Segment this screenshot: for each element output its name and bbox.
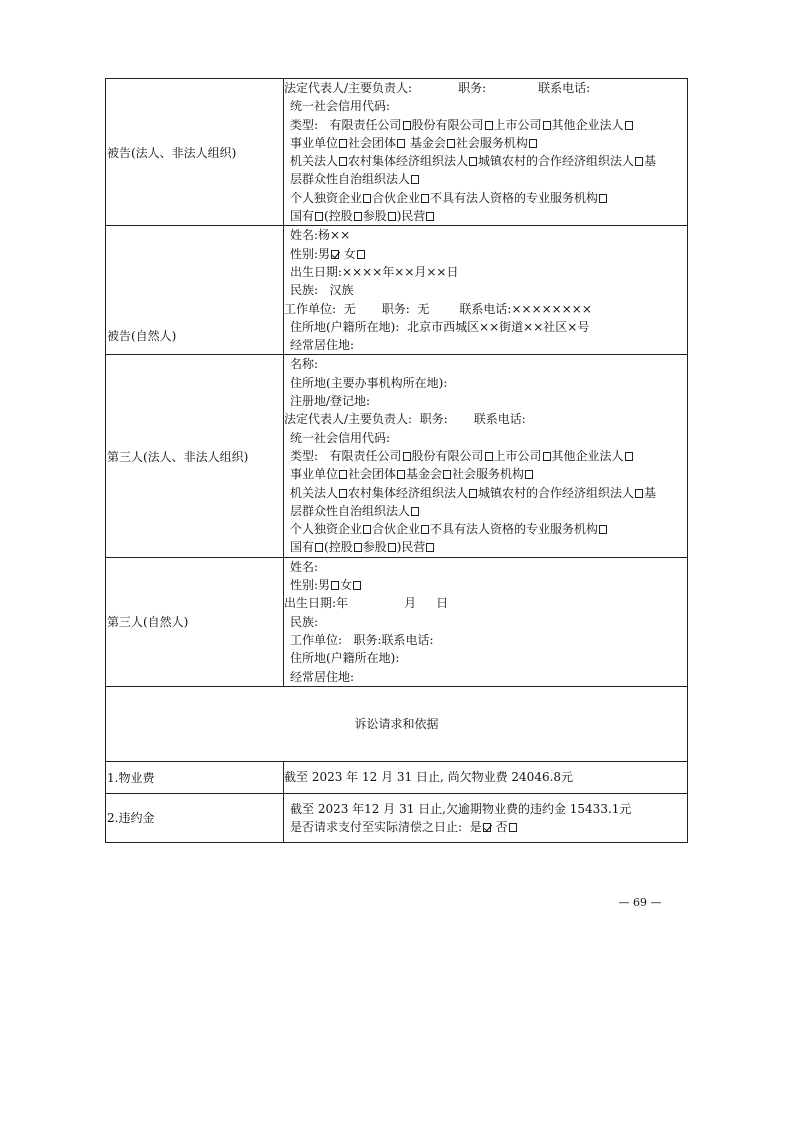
tp-person-work-line: 工作单位: 职务:联系电话:	[290, 632, 434, 647]
tp-type-line-c2: 层群众性自治组织法人	[284, 502, 687, 520]
checkbox[interactable]	[354, 543, 362, 552]
female-checkbox[interactable]	[353, 581, 361, 590]
credit-code-line: 统一社会信用代码:	[290, 99, 391, 114]
third-party-org-row	[106, 355, 688, 557]
complaint-form-table	[105, 78, 688, 843]
checkbox[interactable]	[411, 507, 419, 516]
checkbox[interactable]	[315, 543, 323, 552]
checkbox[interactable]	[543, 452, 551, 461]
page-number: — 69 —	[618, 896, 662, 909]
claim-question-line: 是否请求支付至实际清偿之日止: 是 否	[284, 818, 687, 836]
yes-checkbox[interactable]	[483, 823, 491, 832]
checkbox[interactable]	[599, 525, 607, 534]
residence-line: 经常居住地:	[290, 338, 355, 353]
tp-legal-rep-line: 法定代表人/主要负责人: 职务: 联系电话:	[284, 412, 526, 427]
checkbox[interactable]	[635, 157, 643, 166]
tp-person-domicile-line: 住所地(户籍所在地):	[290, 651, 400, 666]
checkbox[interactable]	[485, 452, 493, 461]
checkbox[interactable]	[485, 121, 493, 130]
third-party-person-row	[106, 557, 688, 686]
tp-person-residence-line: 经常居住地:	[290, 669, 355, 684]
tp-ownership-line: 国有 (控股 参股 )民营	[284, 538, 687, 556]
claim-text: 截至 2023 年12 月 31 日止,欠逾期物业费的违约金 15433.1元	[290, 801, 632, 816]
defendant-person-row	[106, 226, 688, 355]
type-line-a: 类型: 有限责任公司 股份有限公司 上市公司 其他企业法人	[284, 116, 687, 134]
checkbox[interactable]	[421, 525, 429, 534]
checkbox[interactable]	[339, 489, 347, 498]
third-party-person-label: 第三人(自然人)	[106, 557, 284, 686]
checkbox[interactable]	[447, 139, 455, 148]
checkbox[interactable]	[363, 525, 371, 534]
checkbox[interactable]	[363, 194, 371, 203]
legal-rep-line: 法定代表人/主要负责人: 职务: 联系电话:	[284, 81, 591, 95]
checkbox[interactable]	[411, 175, 419, 184]
checkbox[interactable]	[625, 121, 633, 130]
checkbox[interactable]	[339, 157, 347, 166]
ownership-line: 国有 (控股 参股 )民营	[284, 207, 687, 225]
tp-registered-line: 注册地/登记地:	[290, 394, 371, 409]
checkbox[interactable]	[397, 139, 405, 148]
female-checkbox[interactable]	[357, 250, 365, 259]
claim-content	[284, 793, 688, 842]
defendant-org-fields	[284, 79, 688, 226]
tp-type-line-c: 机关法人 农村集体经济组织法人 城镇农村的合作经济组织法人 基	[290, 485, 657, 500]
checkbox[interactable]	[469, 157, 477, 166]
name-line: 姓名:杨××	[290, 228, 351, 243]
defendant-person-label: 被告(自然人)	[106, 226, 284, 355]
third-party-org-label: 第三人(法人、非法人组织)	[106, 355, 284, 557]
work-line: 工作单位: 无 职务: 无 联系电话:××××××××	[284, 301, 592, 316]
checkbox[interactable]	[403, 121, 411, 130]
checkbox[interactable]	[339, 139, 347, 148]
checkbox[interactable]	[469, 489, 477, 498]
claim-label: 2.违约金	[106, 793, 284, 842]
tp-person-gender-line: 性别:男 女	[284, 576, 687, 594]
checkbox[interactable]	[421, 194, 429, 203]
tp-person-ethnicity-line: 民族:	[290, 614, 319, 629]
no-checkbox[interactable]	[509, 823, 517, 832]
defendant-person-fields	[284, 226, 688, 355]
claim-label: 1.物业费	[106, 761, 284, 793]
checkbox[interactable]	[635, 489, 643, 498]
checkbox[interactable]	[625, 452, 633, 461]
tp-type-line-a: 类型: 有限责任公司 股份有限公司 上市公司 其他企业法人	[284, 447, 687, 465]
checkbox[interactable]	[388, 212, 396, 221]
claim-text: 截至 2023 年 12 月 31 日止, 尚欠物业费 24046.8元	[284, 770, 574, 785]
male-checkbox[interactable]	[331, 250, 339, 259]
checkbox[interactable]	[599, 194, 607, 203]
checkbox[interactable]	[426, 543, 434, 552]
type-line-d: 个人独资企业 合伙企业 不具有法人资格的专业服务机构	[284, 189, 687, 207]
claim-row	[106, 761, 688, 793]
checkbox[interactable]	[339, 470, 347, 479]
tp-person-name-line: 姓名:	[290, 559, 319, 574]
type-line-c: 机关法人 农村集体经济组织法人 城镇农村的合作经济组织法人 基	[290, 154, 657, 169]
type-line-c2: 层群众性自治组织法人	[284, 170, 687, 188]
claim-row	[106, 793, 688, 842]
checkbox[interactable]	[426, 212, 434, 221]
third-party-person-fields	[284, 557, 688, 686]
defendant-org-label: 被告(法人、非法人组织)	[106, 79, 284, 226]
checkbox[interactable]	[388, 543, 396, 552]
tp-credit-code-line: 统一社会信用代码:	[290, 430, 391, 445]
checkbox[interactable]	[403, 452, 411, 461]
gender-line: 性别:男 女	[284, 245, 687, 263]
tp-name-line: 名称:	[290, 357, 319, 372]
dob-line: 出生日期:××××年××月××日	[290, 264, 459, 279]
checkbox[interactable]	[354, 212, 362, 221]
male-checkbox[interactable]	[331, 581, 339, 590]
tp-type-line-b: 事业单位 社会团体 基金会 社会服务机构	[284, 465, 687, 483]
ethnicity-line: 民族: 汉族	[290, 283, 354, 298]
checkbox[interactable]	[315, 212, 323, 221]
checkbox[interactable]	[397, 470, 405, 479]
tp-person-dob-line: 出生日期:年 月 日	[284, 596, 449, 611]
tp-type-line-d: 个人独资企业 合伙企业 不具有法人资格的专业服务机构	[284, 520, 687, 538]
type-line-b: 事业单位 社会团体 基金会 社会服务机构	[284, 134, 687, 152]
claim-content	[284, 761, 688, 793]
third-party-org-fields	[284, 355, 688, 557]
checkbox[interactable]	[543, 121, 551, 130]
claims-title-row	[106, 686, 688, 761]
tp-domicile-line: 住所地(主要办事机构所在地):	[290, 375, 448, 390]
defendant-org-row	[106, 79, 688, 226]
checkbox[interactable]	[525, 470, 533, 479]
checkbox[interactable]	[443, 470, 451, 479]
domicile-line: 住所地(户籍所在地): 北京市西城区××街道××社区×号	[290, 319, 590, 334]
claims-section-title: 诉讼请求和依据	[106, 686, 688, 761]
checkbox[interactable]	[529, 139, 537, 148]
